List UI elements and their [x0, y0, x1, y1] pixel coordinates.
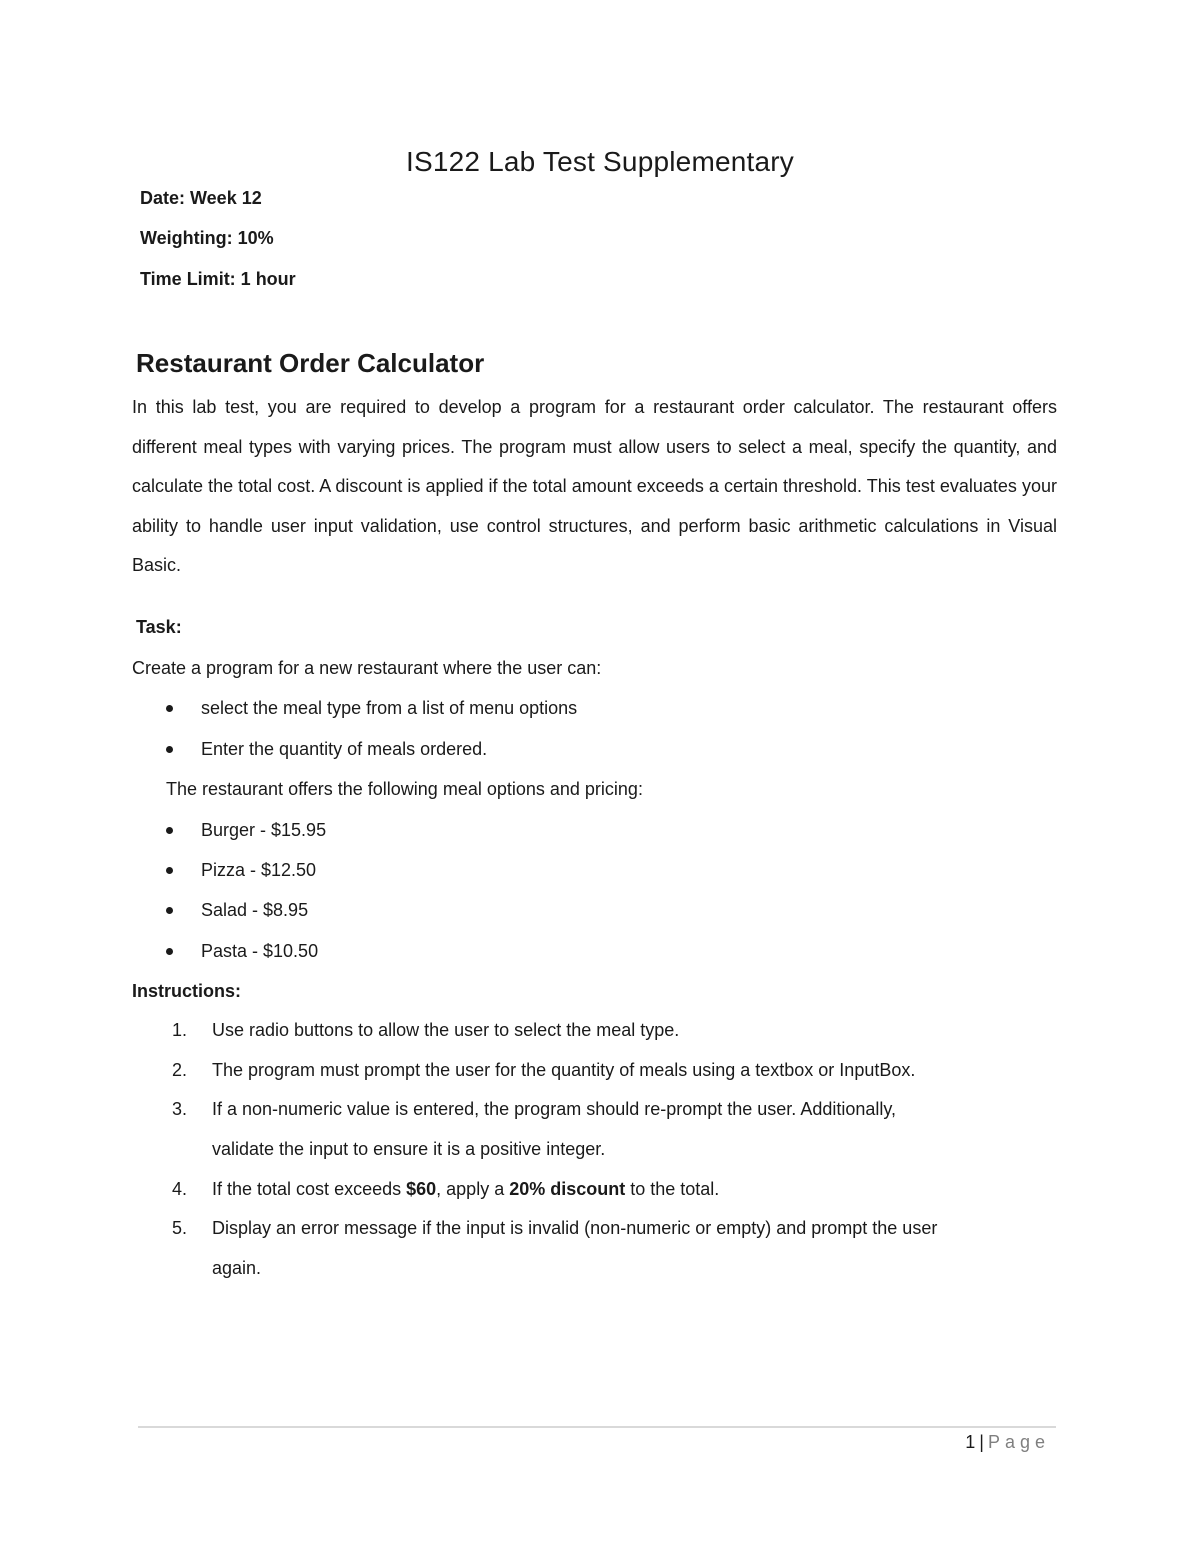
menu-item — [166, 820, 326, 841]
instruction-item — [172, 1218, 937, 1239]
instruction-text: The program must prompt the user for the quantity of meals using a textbox or InputBox. — [212, 1060, 916, 1080]
instruction-number: 5. — [172, 1218, 188, 1238]
instruction-text: Use radio buttons to allow the user to select the meal type. — [212, 1020, 680, 1040]
instruction-text: If a non-numeric value is entered, the program should re-prompt the user. Additionally, — [212, 1099, 897, 1119]
meta-time-limit: Time Limit: 1 hour — [140, 269, 296, 289]
instruction-item — [172, 1099, 896, 1120]
page-label: Page — [987, 1432, 1050, 1452]
instruction-text-part: If the total cost exceeds — [212, 1179, 407, 1199]
page-number: 1 — [965, 1432, 976, 1452]
menu-item — [166, 860, 316, 881]
list-item-text: select the meal type from a list of menu options — [201, 698, 578, 718]
instruction-number: 1. — [172, 1020, 188, 1040]
footer-separator: | — [979, 1432, 984, 1452]
footer-divider — [138, 1426, 1056, 1428]
list-item — [166, 698, 577, 719]
task-label: Task: — [136, 617, 182, 637]
instruction-text — [212, 1179, 719, 1200]
meta-date: Date: Week 12 — [140, 188, 262, 208]
instruction-text-part: , apply a — [436, 1179, 510, 1199]
bullet-icon — [166, 746, 173, 753]
menu-item-text: Pasta - $10.50 — [201, 941, 319, 961]
instruction-item — [172, 1060, 915, 1081]
bullet-icon — [166, 705, 173, 712]
instruction-text-part: to the total. — [625, 1179, 720, 1199]
bullet-icon — [166, 907, 173, 914]
bullet-icon — [166, 827, 173, 834]
task-lead: Create a program for a new restaurant where the user can: — [132, 658, 602, 678]
intro-paragraph: In this lab test, you are required to develop a program for a restaurant order calculator. The restaurant offers different meal types with varying prices. The program must allow users to select a meal, specify the quantity, and calculate the total cost. A discount is applied if the total amount exceeds a certain threshold. This test evaluates your ability to handle user input validation, use control structures, and perform basic arithmetic calculations in Visual Basic. — [132, 397, 1057, 575]
instruction-continuation: validate the input to ensure it is a positive integer. — [212, 1139, 606, 1159]
instruction-text: Display an error message if the input is invalid (non-numeric or empty) and prompt the user — [212, 1218, 938, 1238]
menu-item-text: Salad - $8.95 — [201, 900, 309, 920]
menu-item-text: Pizza - $12.50 — [201, 860, 317, 880]
menu-item — [166, 941, 318, 962]
instructions-label: Instructions: — [132, 981, 242, 1001]
discount-amount: 20% discount — [509, 1179, 626, 1199]
instruction-number: 3. — [172, 1099, 188, 1119]
instruction-item — [172, 1020, 679, 1041]
instruction-continuation: again. — [212, 1258, 262, 1278]
document-title: IS122 Lab Test Supplementary — [405, 146, 794, 177]
instruction-item — [172, 1179, 719, 1200]
list-item-text: Enter the quantity of meals ordered. — [201, 739, 488, 759]
meta-weighting: Weighting: 10% — [140, 228, 274, 248]
bullet-icon — [166, 948, 173, 955]
threshold-amount: $60 — [406, 1179, 437, 1199]
menu-item — [166, 900, 308, 921]
bullet-icon — [166, 867, 173, 874]
instruction-number: 2. — [172, 1060, 188, 1080]
list-item — [166, 739, 487, 760]
menu-lead: The restaurant offers the following meal options and pricing: — [166, 779, 643, 799]
page-footer — [965, 1432, 1050, 1453]
menu-item-text: Burger - $15.95 — [201, 820, 327, 840]
instruction-number: 4. — [172, 1179, 188, 1199]
section-heading: Restaurant Order Calculator — [136, 348, 485, 378]
